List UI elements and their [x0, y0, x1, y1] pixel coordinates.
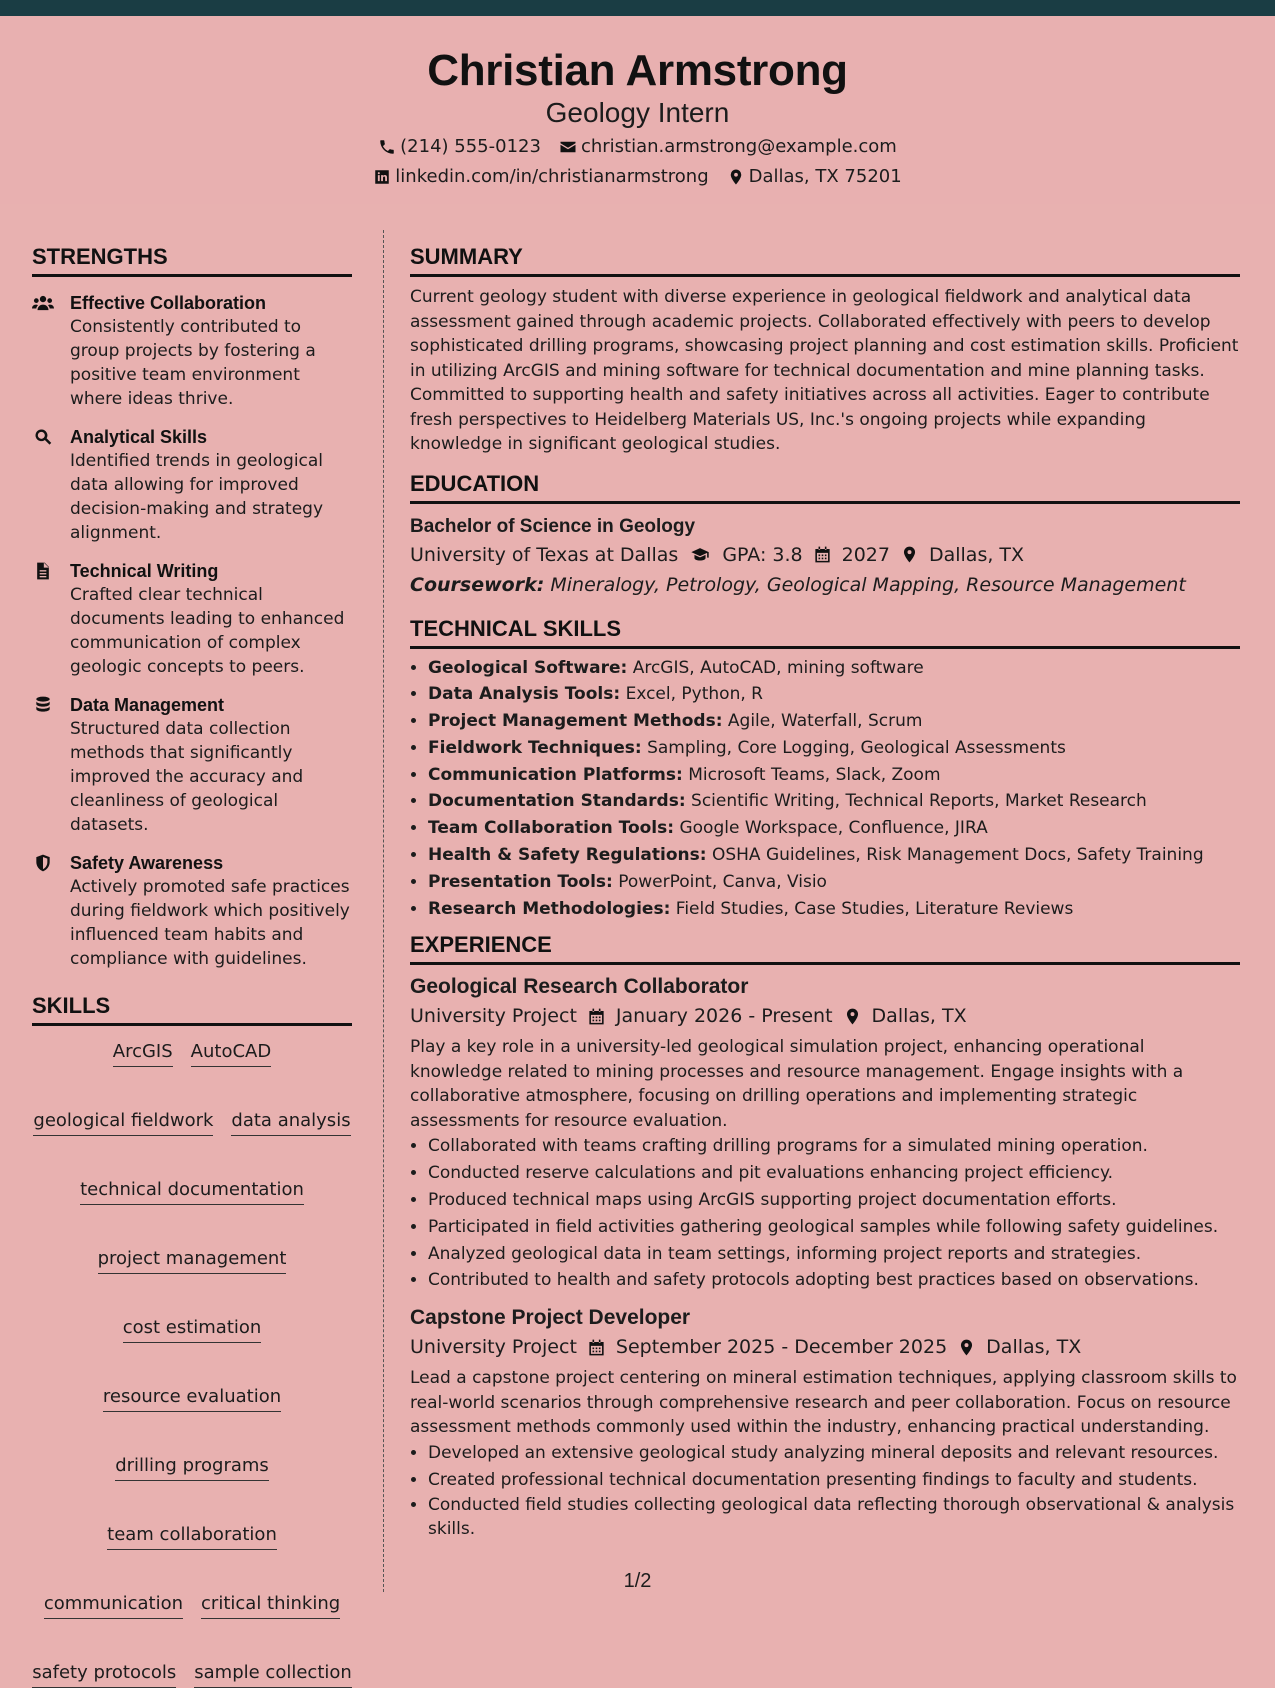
page-number: 1/2	[623, 1570, 652, 1592]
skill-tag: safety protocols	[32, 1661, 176, 1688]
skill-values: ArcGIS, AutoCAD, mining software	[632, 657, 924, 678]
list-item: • Contributed to health and safety protocols adopting best practices based on observations.	[428, 1267, 1240, 1294]
list-item: • Participated in field activities gathering geological samples while following safety guidelines.	[428, 1214, 1240, 1241]
skill-category: Presentation Tools:	[428, 871, 613, 892]
skill-category: Research Methodologies:	[428, 898, 671, 919]
list-item	[428, 681, 1240, 708]
resume-header	[0, 16, 1275, 204]
strength-title: Technical Writing	[70, 561, 219, 581]
right-column	[410, 244, 1240, 1541]
skill-tag: technical documentation	[80, 1178, 304, 1205]
experience-heading: EXPERIENCE	[410, 932, 1240, 965]
linkedin-icon	[373, 168, 391, 186]
calendar-icon	[587, 1338, 606, 1357]
job-dates: January 2026 - Present	[615, 1005, 833, 1028]
list-item	[428, 708, 1240, 735]
column-divider	[383, 230, 384, 1592]
skill-values: Sampling, Core Logging, Geological Assessments	[647, 737, 1066, 758]
strength-desc: Crafted clear technical documents leading to enhanced communication of complex geologic concepts to peers.	[70, 585, 345, 677]
technical-skills-heading: TECHNICAL SKILLS	[410, 616, 1240, 649]
skill-category: Documentation Standards:	[428, 791, 686, 812]
strength-title: Analytical Skills	[70, 427, 208, 447]
candidate-name: Christian Armstrong	[427, 46, 848, 95]
skill-tag: drilling programs	[115, 1454, 269, 1481]
list-item	[428, 869, 1240, 896]
education-degree: Bachelor of Science in Geology	[410, 515, 696, 537]
skill-tag: ArcGIS	[113, 1040, 173, 1067]
job-description: Play a key role in a university-led geological simulation project, enhancing operational knowledge related to mining processes and resource management. Engage insights with a collaborative atmosphere, focusing on drilling operations and implementing strategic assessments for resource evaluation.	[410, 1037, 1184, 1131]
summary-text: Current geology student with diverse experience in geological fieldwork and analytical data assessment gained through academic projects. Collaborated effectively with peers to develop sophisticated drilling programs, showcasing project planning and cost estimation skills. Proficient in utilizing ArcGIS and mining software for technical documentation and mine planning tasks. Committed to supporting health and safety initiatives across all activities. Eager to contribute fresh perspectives to Heidelberg Materials US, Inc.'s ongoing projects while expanding knowledge in significant geological studies.	[410, 287, 1239, 454]
strength-title: Safety Awareness	[70, 853, 224, 873]
job-org: University Project	[410, 1005, 577, 1028]
candidate-title: Geology Intern	[545, 97, 730, 128]
list-item	[428, 762, 1240, 789]
list-item: • Analyzed geological data in team settings, informing project reports and strategies.	[428, 1241, 1240, 1268]
strength-title: Data Management	[70, 695, 225, 715]
job-bullets	[410, 1133, 1240, 1294]
skill-tag: data analysis	[231, 1109, 350, 1136]
strength-item	[32, 851, 352, 971]
skill-values: Excel, Python, R	[625, 684, 763, 705]
skill-tag: geological fieldwork	[33, 1109, 213, 1136]
phone-contact	[378, 134, 541, 160]
graduation-cap-icon	[688, 545, 712, 564]
phone-icon	[378, 138, 396, 156]
list-item	[428, 815, 1240, 842]
coursework-line	[410, 570, 1240, 600]
skill-tag: resource evaluation	[103, 1385, 281, 1412]
strength-desc: Actively promoted safe practices during fieldwork which positively influenced team habits and compliance with guidelines.	[70, 877, 350, 969]
education-school: University of Texas at Dallas	[410, 543, 679, 566]
skill-category: Health & Safety Regulations:	[428, 845, 707, 866]
envelope-icon	[559, 138, 577, 156]
skill-category: Geological Software:	[428, 657, 628, 678]
list-item: • Produced technical maps using ArcGIS supporting project documentation efforts.	[428, 1187, 1240, 1214]
skill-category: Data Analysis Tools:	[428, 684, 621, 705]
strengths-heading: STRENGTHS	[32, 244, 352, 277]
strength-item	[32, 291, 352, 411]
skills-heading: SKILLS	[32, 993, 352, 1026]
job-location: Dallas, TX	[986, 1336, 1082, 1359]
job-title: Capstone Project Developer	[410, 1306, 691, 1330]
skill-values: Agile, Waterfall, Scrum	[727, 711, 923, 732]
skill-tag: project management	[98, 1247, 287, 1274]
strength-title: Effective Collaboration	[70, 293, 267, 313]
skill-values: Google Workspace, Confluence, JIRA	[679, 818, 988, 839]
job-title: Geological Research Collaborator	[410, 975, 749, 999]
shield-icon	[32, 853, 54, 873]
list-item	[428, 735, 1240, 762]
email-text: christian.armstrong@example.com	[580, 136, 897, 157]
skill-category: Team Collaboration Tools:	[428, 818, 675, 839]
strength-item	[32, 693, 352, 837]
skill-values: PowerPoint, Canva, Visio	[618, 871, 827, 892]
job-org: University Project	[410, 1336, 577, 1359]
list-item: • Conducted field studies collecting geological data reflecting thorough observational & analysis skills.	[428, 1493, 1240, 1541]
map-pin-icon	[957, 1338, 976, 1357]
database-icon	[32, 695, 54, 715]
users-icon	[32, 293, 54, 313]
education-year: 2027	[841, 543, 890, 566]
strength-desc: Consistently contributed to group projects by fostering a positive team environment where ideas thrive.	[70, 317, 316, 409]
map-pin-icon	[843, 1007, 862, 1026]
skill-tag: sample collection	[194, 1661, 352, 1688]
skill-tag: communication	[44, 1592, 183, 1619]
left-column	[32, 244, 352, 1688]
education-location: Dallas, TX	[928, 543, 1025, 566]
summary-heading: SUMMARY	[410, 244, 1240, 277]
email-contact[interactable]	[559, 134, 897, 160]
coursework-list: Mineralogy, Petrology, Geological Mapping, Resource Management	[550, 573, 1186, 596]
linkedin-text: linkedin.com/in/christianarmstrong	[395, 166, 709, 187]
list-item: • Developed an extensive geological study analyzing mineral deposits and relevant resources.	[428, 1440, 1240, 1467]
contact-row-1	[0, 134, 1275, 160]
education-gpa: GPA: 3.8	[722, 543, 803, 566]
map-pin-icon	[900, 545, 919, 564]
calendar-icon	[587, 1007, 606, 1026]
technical-skills-list	[410, 655, 1240, 923]
location-contact	[727, 164, 902, 190]
skill-category: Fieldwork Techniques:	[428, 737, 642, 758]
skill-tag: critical thinking	[201, 1592, 340, 1619]
linkedin-contact[interactable]	[373, 164, 708, 190]
skill-values: Microsoft Teams, Slack, Zoom	[688, 764, 941, 785]
skill-tag: AutoCAD	[191, 1040, 272, 1067]
education-meta	[410, 540, 1240, 570]
skill-tag: cost estimation	[123, 1316, 262, 1343]
job-dates: September 2025 - December 2025	[615, 1336, 948, 1359]
coursework-label: Coursework:	[410, 573, 545, 596]
list-item	[428, 655, 1240, 682]
skill-category: Communication Platforms:	[428, 764, 683, 785]
map-pin-icon	[727, 168, 745, 186]
list-item: • Collaborated with teams crafting drilling programs for a simulated mining operation.	[428, 1133, 1240, 1160]
location-text: Dallas, TX 75201	[748, 166, 902, 187]
list-item: • Conducted reserve calculations and pit evaluations enhancing project efficiency.	[428, 1160, 1240, 1187]
job-description: Lead a capstone project centering on mineral estimation techniques, applying classroom skills to real-world scenarios through comprehensive research and peer collaboration. Focus on resource assessment methods commonly used within the industry, enhancing practical understanding.	[410, 1368, 1237, 1438]
strength-desc: Structured data collection methods that significantly improved the accuracy and cleanliness of geological datasets.	[70, 719, 304, 835]
list-item	[428, 896, 1240, 923]
search-icon	[32, 427, 54, 447]
phone-text: (214) 555-0123	[400, 136, 541, 157]
job-meta	[410, 1001, 1240, 1031]
skill-category: Project Management Methods:	[428, 711, 723, 732]
contact-row-2	[0, 164, 1275, 190]
strength-item	[32, 425, 352, 545]
job-meta	[410, 1332, 1240, 1362]
list-item: • Created professional technical documentation presenting findings to faculty and students.	[428, 1467, 1240, 1494]
skill-values: OSHA Guidelines, Risk Management Docs, Safety Training	[711, 845, 1204, 866]
calendar-icon	[813, 545, 832, 564]
strength-desc: Identified trends in geological data allowing for improved decision-making and strategy alignment.	[70, 451, 324, 543]
document-icon	[32, 561, 54, 581]
top-accent-bar	[0, 0, 1275, 16]
skill-tag: team collaboration	[107, 1523, 277, 1550]
skill-values: Field Studies, Case Studies, Literature Reviews	[675, 898, 1074, 919]
list-item	[428, 788, 1240, 815]
job-location: Dallas, TX	[871, 1005, 967, 1028]
education-heading: EDUCATION	[410, 471, 1240, 504]
skill-values: Scientific Writing, Technical Reports, Market Research	[691, 791, 1147, 812]
job-bullets	[410, 1440, 1240, 1542]
strength-item	[32, 559, 352, 679]
list-item	[428, 842, 1240, 869]
